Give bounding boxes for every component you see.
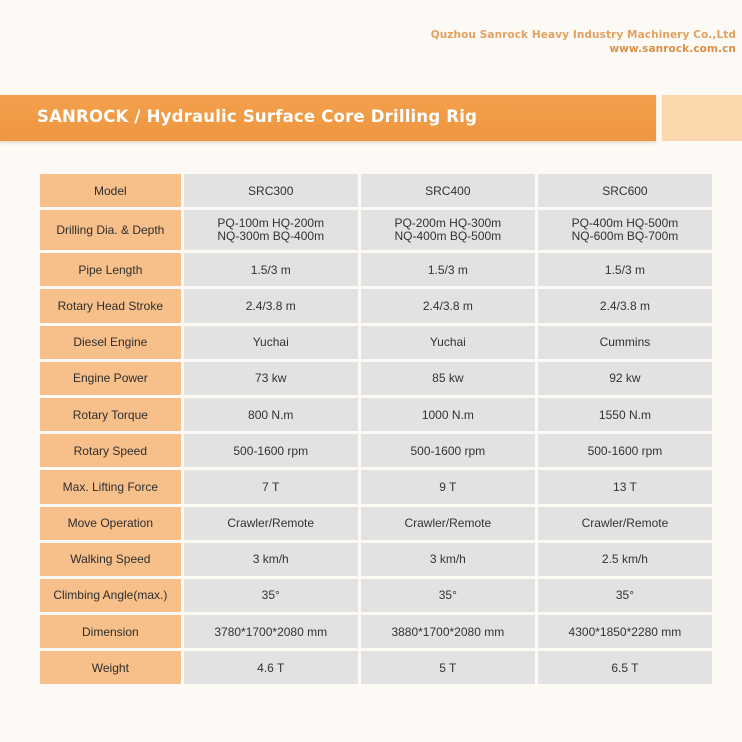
value-cell: 9 T [361,470,535,503]
value-cell: 3 km/h [361,543,535,576]
value-cell: 35° [361,579,535,612]
banner-title: SANROCK / Hydraulic Surface Core Drilling Rig [37,107,478,126]
value-cell: SRC600 [538,174,712,207]
value-cell: 4300*1850*2280 mm [538,615,712,648]
row-label: Pipe Length [40,253,181,286]
table-row [40,615,712,648]
value-cell: 1.5/3 m [361,253,535,286]
value-cell: Yuchai [184,326,358,359]
row-label: Model [40,174,181,207]
banner-accent-tab [662,95,742,141]
row-label: Rotary Head Stroke [40,289,181,322]
value-cell: 35° [538,579,712,612]
value-cell: 1550 N.m [538,398,712,431]
value-cell: SRC300 [184,174,358,207]
row-label: Diesel Engine [40,326,181,359]
value-cell: 500-1600 rpm [361,434,535,467]
value-cell: 13 T [538,470,712,503]
table-row [40,470,712,503]
spec-table-body [40,174,712,684]
value-cell [538,210,712,250]
value-cell: 1.5/3 m [538,253,712,286]
table-row [40,289,712,322]
table-row [40,174,712,207]
company-name: Quzhou Sanrock Heavy Industry Machinery Co.,Ltd [430,29,736,41]
value-cell: 7 T [184,470,358,503]
row-label: Dimension [40,615,181,648]
value-line: PQ-100m HQ-200m [217,216,325,231]
row-label: Max. Lifting Force [40,470,181,503]
company-website: www.sanrock.com.cn [609,43,736,55]
spec-table [37,171,715,687]
row-label: Walking Speed [40,543,181,576]
value-cell: 3880*1700*2080 mm [361,615,535,648]
value-cell: SRC400 [361,174,535,207]
value-cell: 85 kw [361,362,535,395]
value-cell: 3780*1700*2080 mm [184,615,358,648]
value-cell: 73 kw [184,362,358,395]
value-line: NQ-600m BQ-700m [571,229,679,244]
value-cell: 3 km/h [184,543,358,576]
value-line: PQ-400m HQ-500m [571,216,679,231]
row-label: Climbing Angle(max.) [40,579,181,612]
value-cell: 92 kw [538,362,712,395]
value-cell: Crawler/Remote [184,507,358,540]
row-label: Drilling Dia. & Depth [40,210,181,250]
title-banner [0,95,656,141]
value-cell: 2.4/3.8 m [361,289,535,322]
table-row [40,210,712,250]
table-row [40,651,712,684]
value-cell: 1000 N.m [361,398,535,431]
value-cell: Crawler/Remote [361,507,535,540]
value-cell: 2.4/3.8 m [184,289,358,322]
table-row [40,326,712,359]
value-cell: 35° [184,579,358,612]
table-row [40,579,712,612]
value-cell: 6.5 T [538,651,712,684]
table-row [40,543,712,576]
table-row [40,253,712,286]
value-cell [184,210,358,250]
value-cell [361,210,535,250]
value-cell: 800 N.m [184,398,358,431]
table-row [40,507,712,540]
table-row [40,434,712,467]
value-line: PQ-200m HQ-300m [394,216,502,231]
table-row [40,398,712,431]
row-label: Rotary Speed [40,434,181,467]
value-cell: 4.6 T [184,651,358,684]
table-row [40,362,712,395]
value-line: NQ-400m BQ-500m [394,229,502,244]
value-cell: Yuchai [361,326,535,359]
value-cell: 5 T [361,651,535,684]
value-cell: 2.4/3.8 m [538,289,712,322]
row-label: Rotary Torque [40,398,181,431]
value-cell: 1.5/3 m [184,253,358,286]
value-cell: 500-1600 rpm [538,434,712,467]
value-cell: 500-1600 rpm [184,434,358,467]
value-cell: Cummins [538,326,712,359]
row-label: Weight [40,651,181,684]
value-cell: Crawler/Remote [538,507,712,540]
row-label: Move Operation [40,507,181,540]
value-line: NQ-300m BQ-400m [217,229,325,244]
value-cell: 2.5 km/h [538,543,712,576]
row-label: Engine Power [40,362,181,395]
company-header [431,28,736,56]
